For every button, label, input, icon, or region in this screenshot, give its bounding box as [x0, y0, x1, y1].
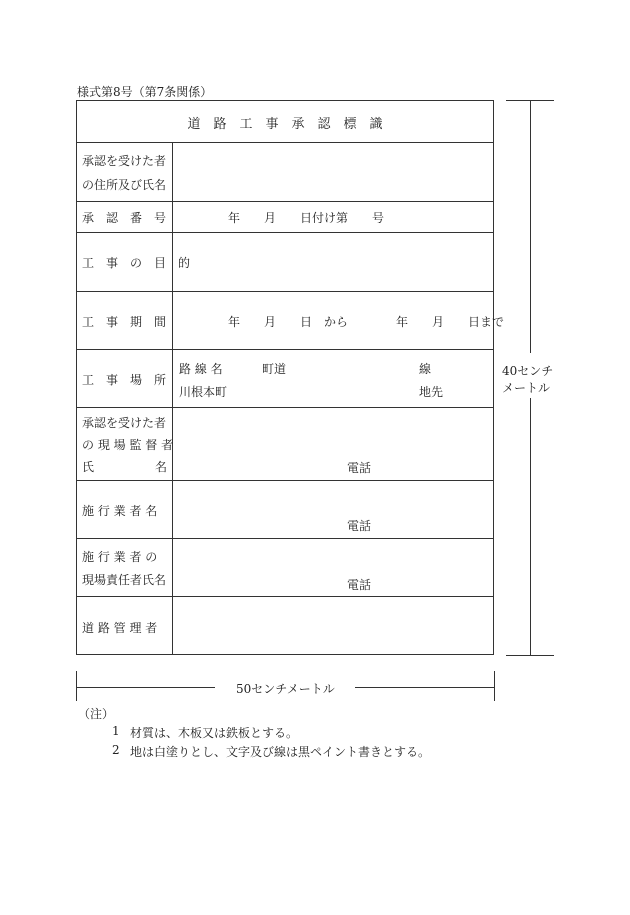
height-dim-line-bottom	[530, 398, 531, 655]
site-manager-phone: 電話	[347, 578, 372, 592]
row-divider	[76, 538, 494, 539]
notes-heading: （注）	[78, 707, 115, 721]
width-dim-tick-left	[76, 671, 77, 701]
width-dim-line-left	[76, 687, 215, 688]
row-divider	[76, 407, 494, 408]
route-suffix: 線	[419, 362, 432, 376]
height-dim-label-2: メートル	[502, 381, 551, 395]
supervisor-label-1: 承認を受けた者	[82, 416, 167, 430]
site-manager-label-1: 施 行 業 者 の	[82, 550, 158, 564]
route-name-label: 路 線 名	[179, 362, 223, 376]
approval-no-label: 承 認 番 号	[82, 211, 167, 225]
form-id: 様式第8号（第7条関係）	[77, 85, 213, 99]
supervisor-label-2: の 現 場 監 督 者	[82, 438, 174, 452]
route-name-value: 町道	[262, 362, 287, 376]
contractor-phone: 電話	[347, 519, 372, 533]
sign-title: 道 路 工 事 承 認 標 識	[187, 117, 383, 132]
period-value: 年 月 日 から 年 月 日まで	[228, 315, 505, 329]
applicant-label-1: 承認を受けた者	[82, 154, 167, 168]
supervisor-label-3a: 氏	[82, 460, 95, 474]
note-text: 材質は、木板又は鉄板とする。	[130, 726, 299, 740]
row-divider	[76, 142, 494, 143]
row-divider	[76, 349, 494, 350]
town-name: 川根本町	[179, 385, 228, 399]
contractor-label: 施 行 業 者 名	[82, 504, 158, 518]
note-number: 2	[112, 743, 120, 757]
approval-no-value: 年 月 日付け第 号	[228, 211, 385, 225]
row-divider	[76, 201, 494, 202]
site-manager-label-2: 現場責任者氏名	[82, 573, 167, 587]
height-dim-label-1: 40センチ	[502, 364, 554, 378]
width-dim-label: 50センチメートル	[236, 682, 335, 696]
period-label: 工 事 期 間	[82, 315, 167, 329]
row-divider	[76, 596, 494, 597]
supervisor-phone: 電話	[347, 461, 372, 475]
width-dim-tick-right	[494, 671, 495, 701]
town-suffix: 地先	[419, 385, 444, 399]
note-text: 地は白塗りとし、文字及び線は黒ペイント書きとする。	[130, 745, 431, 759]
height-dim-line-top	[530, 100, 531, 353]
row-divider	[76, 232, 494, 233]
road-admin-label: 道 路 管 理 者	[82, 621, 158, 635]
width-dim-line-right	[355, 687, 494, 688]
applicant-label-2: の住所及び氏名	[82, 178, 167, 192]
note-number: 1	[112, 724, 120, 738]
supervisor-label-3b: 名	[155, 460, 168, 474]
purpose-label: 工 事 の 目 的	[82, 256, 191, 270]
row-divider	[76, 291, 494, 292]
column-divider	[172, 142, 173, 655]
row-divider	[76, 480, 494, 481]
location-label: 工 事 場 所	[82, 373, 167, 387]
height-dim-tick-bottom	[506, 655, 554, 656]
